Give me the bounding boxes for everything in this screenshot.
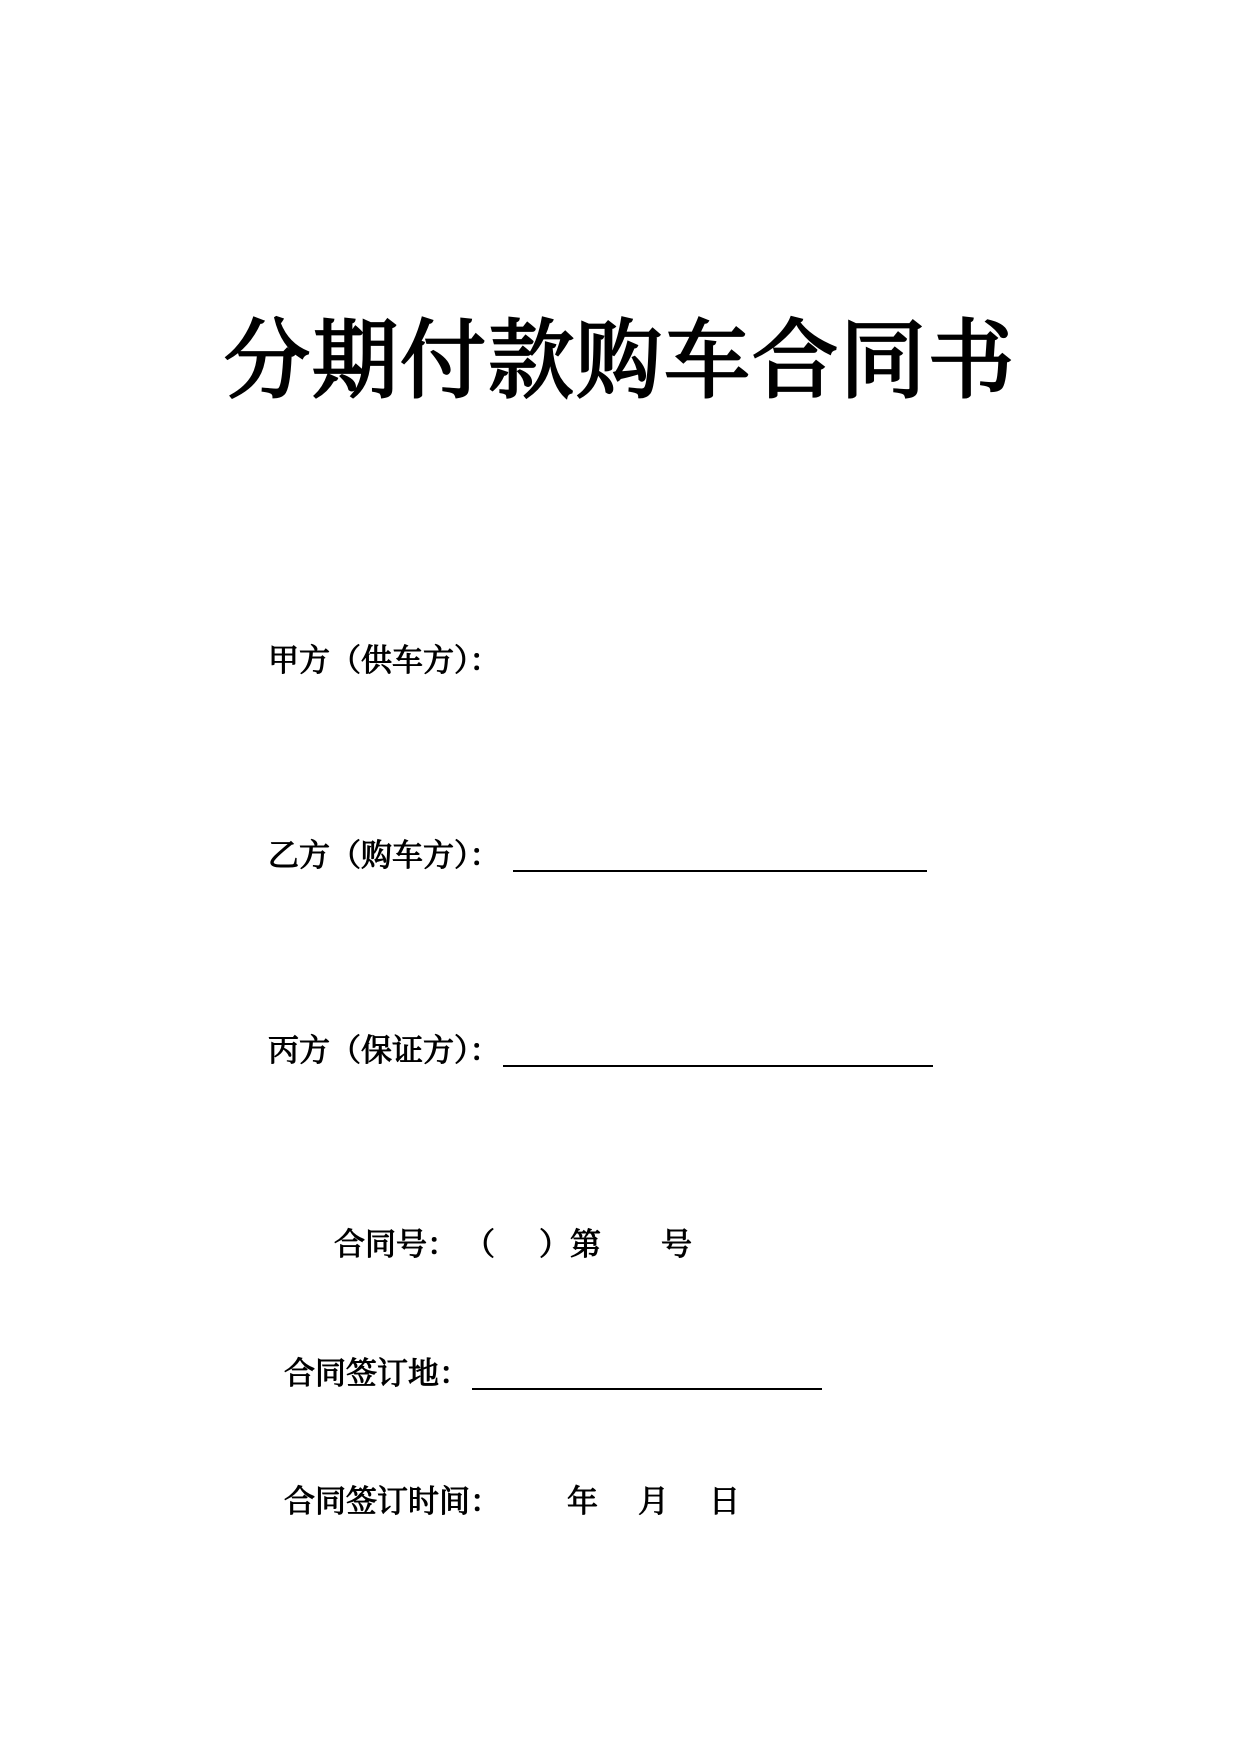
contract-number-prefix: 第 [570, 1227, 601, 1263]
party-a-label: 甲方（供车方）： [268, 643, 501, 679]
party-a-line [268, 643, 501, 679]
party-b-label: 乙方（购车方）： [268, 838, 501, 874]
party-c-blank[interactable] [503, 1035, 933, 1067]
party-c-line [268, 1035, 933, 1067]
signing-date-label: 合同签订时间： [284, 1484, 501, 1520]
contract-number-open-paren: （ [464, 1227, 495, 1263]
signing-place-label: 合同签订地： [284, 1356, 470, 1392]
signing-date-year: 年 [567, 1484, 598, 1520]
signing-date-month: 月 [638, 1484, 669, 1520]
contract-number-close-paren: ） [539, 1227, 570, 1263]
party-b-line [268, 840, 927, 872]
signing-place-line [284, 1358, 822, 1390]
party-b-blank[interactable] [513, 840, 927, 872]
contract-number-suffix: 号 [661, 1227, 692, 1263]
signing-date-line [284, 1484, 740, 1520]
document-title: 分期付款购车合同书 [224, 311, 1016, 411]
signing-date-day: 日 [709, 1484, 740, 1520]
party-c-label: 丙方（保证方）： [268, 1033, 501, 1069]
signing-place-blank[interactable] [472, 1358, 822, 1390]
contract-number-line [334, 1227, 692, 1263]
contract-number-label: 合同号： [334, 1227, 458, 1263]
